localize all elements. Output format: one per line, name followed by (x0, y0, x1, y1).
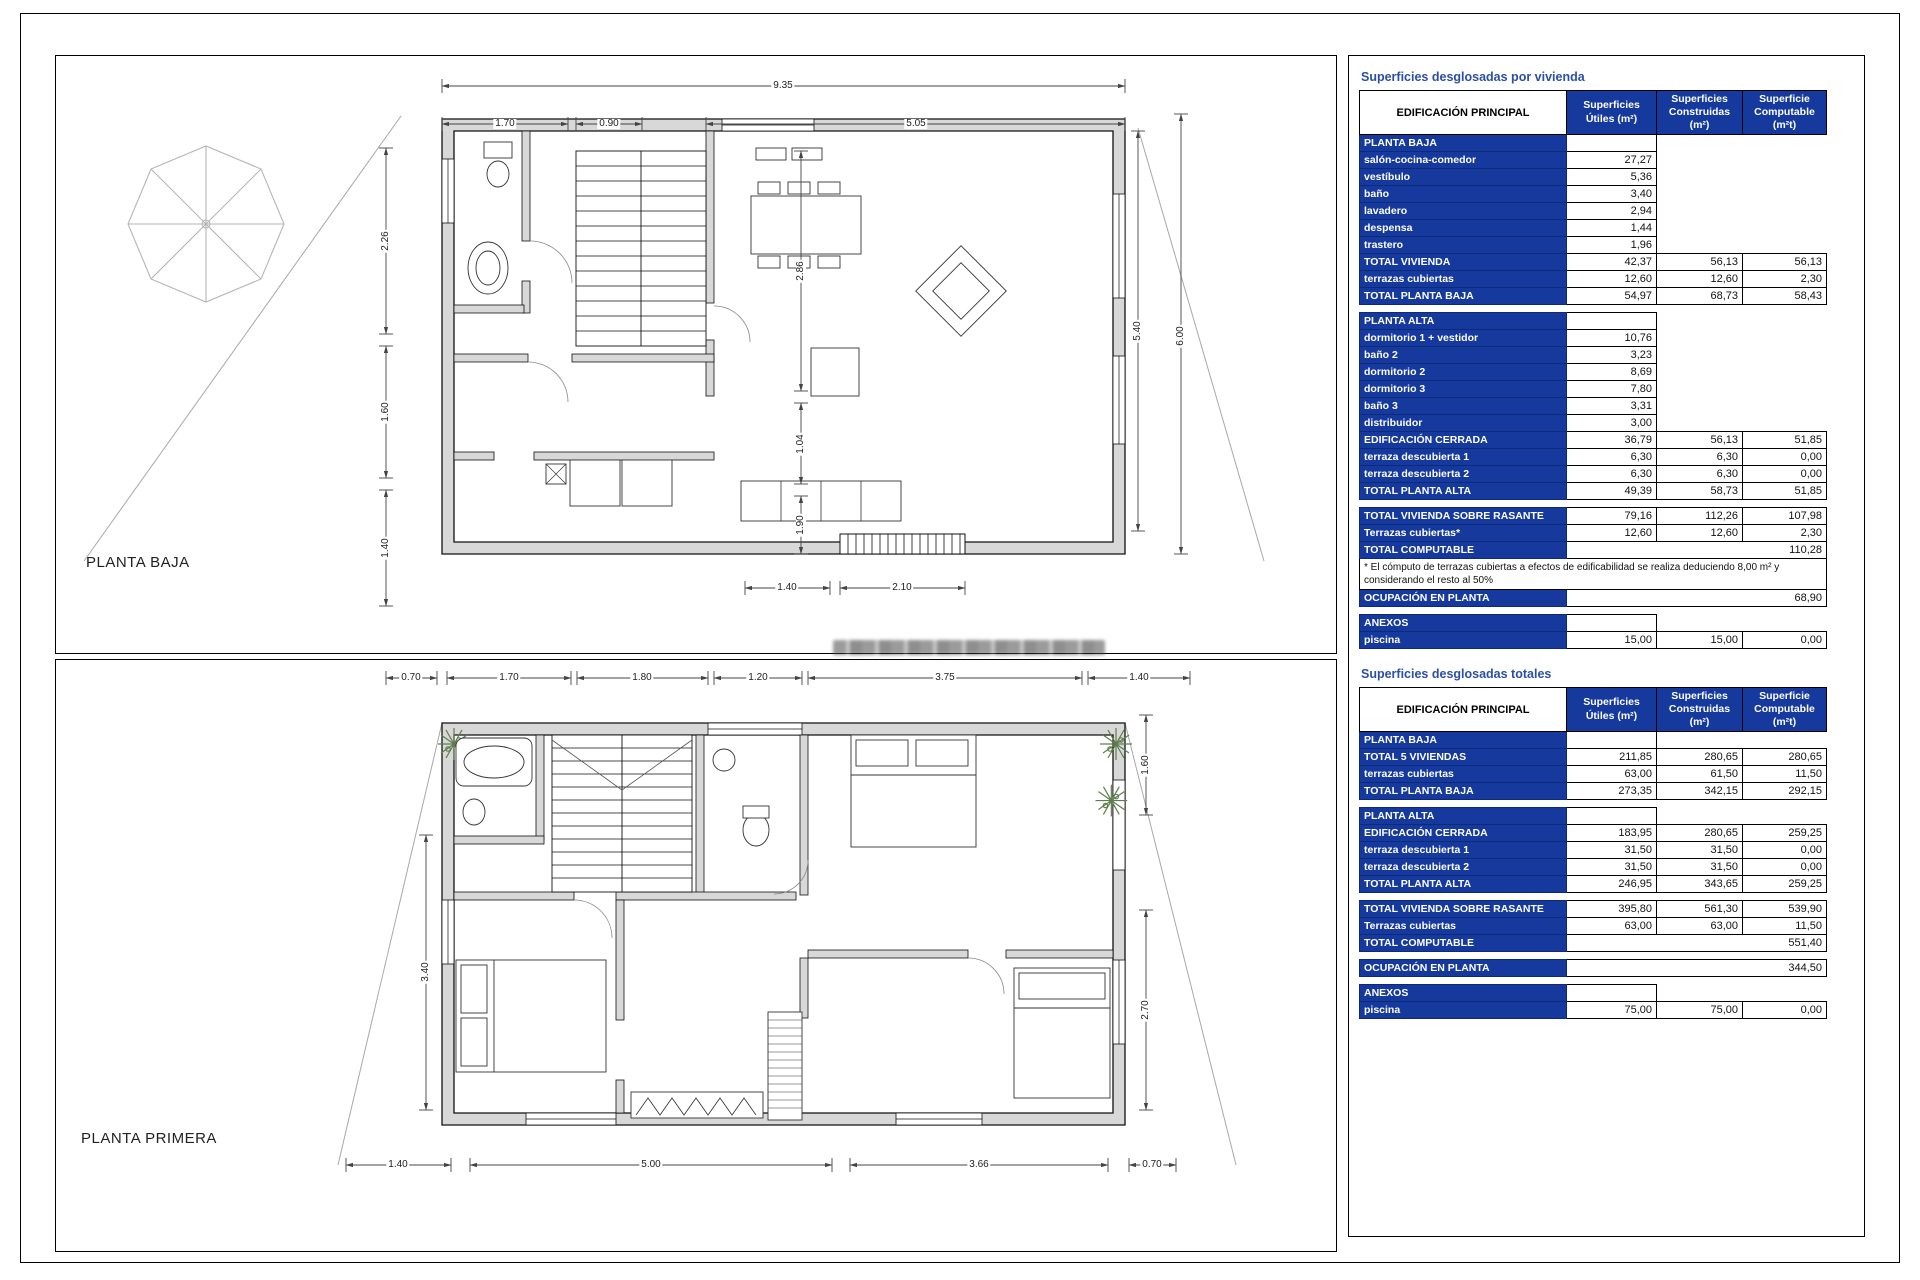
row-label: PLANTA BAJA (1360, 732, 1567, 749)
row-label: Terrazas cubiertas* (1360, 525, 1567, 542)
row-value (1743, 330, 1827, 347)
table-row (1360, 808, 1827, 825)
table-row (1360, 330, 1827, 347)
row-value: 2,30 (1743, 525, 1827, 542)
row-label: dormitorio 3 (1360, 381, 1567, 398)
bathroom-fixtures (468, 142, 512, 294)
row-value (1657, 381, 1743, 398)
table-row (1360, 859, 1827, 876)
dimension-label: 0.70 (401, 672, 421, 683)
row-value (1567, 615, 1657, 632)
row-label: EDIFICACIÓN CERRADA (1360, 825, 1567, 842)
table-row (1360, 607, 1827, 615)
row-label: TOTAL PLANTA BAJA (1360, 783, 1567, 800)
row-value: 112,26 (1657, 508, 1743, 525)
row-value (1657, 152, 1743, 169)
row-value (1657, 313, 1743, 330)
dimension-label: 3.75 (935, 672, 955, 683)
column-header: Superficies Útiles (m²) (1567, 91, 1657, 135)
table-row (1360, 305, 1827, 313)
row-value: 3,23 (1567, 347, 1657, 364)
row-value (1743, 203, 1827, 220)
row-value: 0,00 (1743, 466, 1827, 483)
table-row (1360, 364, 1827, 381)
row-value: 79,16 (1567, 508, 1657, 525)
row-value (1657, 169, 1743, 186)
row-value: 551,40 (1567, 935, 1827, 952)
column-header: Superficie Computable (m²t) (1743, 91, 1827, 135)
table-row (1360, 766, 1827, 783)
row-value: 1,44 (1567, 220, 1657, 237)
gap (1360, 952, 1827, 960)
table-row (1360, 432, 1827, 449)
table-row (1360, 876, 1827, 893)
row-label: TOTAL VIVIENDA SOBRE RASANTE (1360, 901, 1567, 918)
row-value: 36,79 (1567, 432, 1657, 449)
row-value (1657, 615, 1743, 632)
table-row (1360, 977, 1827, 985)
row-value: 56,13 (1657, 432, 1743, 449)
row-value: 292,15 (1743, 783, 1827, 800)
table-row (1360, 135, 1827, 152)
table-row (1360, 525, 1827, 542)
table-title: Superficies desglosadas totales (1361, 667, 1552, 681)
row-value: 11,50 (1743, 918, 1827, 935)
gap (1360, 500, 1827, 508)
row-label: salón-cocina-comedor (1360, 152, 1567, 169)
row-value: 280,65 (1657, 749, 1743, 766)
row-value: 63,00 (1657, 918, 1743, 935)
table-row (1360, 381, 1827, 398)
row-label: TOTAL PLANTA ALTA (1360, 876, 1567, 893)
dimension-label: 1.70 (495, 118, 515, 129)
dimension-label: 0.70 (1142, 1159, 1162, 1170)
dimension-label: 1.40 (380, 538, 391, 558)
row-value: 2,94 (1567, 203, 1657, 220)
row-value: 2,30 (1743, 271, 1827, 288)
row-label: terraza descubierta 2 (1360, 859, 1567, 876)
gap (1360, 305, 1827, 313)
row-value (1567, 313, 1657, 330)
dimension-label: 2.70 (1140, 1000, 1151, 1020)
row-value: 6,30 (1657, 449, 1743, 466)
row-value: 31,50 (1567, 859, 1657, 876)
gap (1360, 893, 1827, 901)
row-value: 63,00 (1567, 766, 1657, 783)
row-value (1743, 415, 1827, 432)
row-value (1657, 808, 1743, 825)
gap (1360, 607, 1827, 615)
dining-table (751, 148, 861, 268)
row-value: 31,50 (1657, 842, 1743, 859)
table-row (1360, 203, 1827, 220)
row-value: 10,76 (1567, 330, 1657, 347)
row-label: piscina (1360, 632, 1567, 649)
table-row (1360, 483, 1827, 500)
row-value: 280,65 (1657, 825, 1743, 842)
table-por-vivienda (1359, 70, 1854, 649)
column-header: EDIFICACIÓN PRINCIPAL (1360, 688, 1567, 732)
dimension-label: 1.60 (1140, 755, 1151, 775)
dimension-label: 2.26 (380, 231, 391, 251)
dimension-label: 2.86 (795, 261, 806, 281)
row-value (1743, 615, 1827, 632)
row-label: PLANTA ALTA (1360, 313, 1567, 330)
plan-label: PLANTA PRIMERA (81, 1130, 217, 1147)
row-value: 0,00 (1743, 1002, 1827, 1019)
table-row (1360, 783, 1827, 800)
table-row (1360, 237, 1827, 254)
table-row (1360, 559, 1827, 590)
row-value: 12,60 (1567, 525, 1657, 542)
area-tables-panel (1348, 55, 1865, 1237)
dimension-label: 1.40 (388, 1159, 408, 1170)
table-row (1360, 220, 1827, 237)
dimension-label: 9.35 (773, 80, 793, 91)
row-label: terrazas cubiertas (1360, 271, 1567, 288)
plan-label: PLANTA BAJA (86, 554, 190, 571)
row-value: 15,00 (1567, 632, 1657, 649)
plan-baja-panel (55, 55, 1337, 654)
dimension-label: 1.90 (795, 515, 806, 535)
dimension-label: 3.66 (969, 1159, 989, 1170)
sofa (741, 481, 901, 521)
row-value: 58,73 (1657, 483, 1743, 500)
column-header: Superficies Construidas (m²) (1657, 91, 1743, 135)
row-label: baño (1360, 186, 1567, 203)
table-row (1360, 415, 1827, 432)
table-row (1360, 508, 1827, 525)
row-value: 8,69 (1567, 364, 1657, 381)
row-label: trastero (1360, 237, 1567, 254)
row-value: 395,80 (1567, 901, 1657, 918)
row-value: 539,90 (1743, 901, 1827, 918)
entrance-steps (840, 534, 965, 554)
row-label: lavadero (1360, 203, 1567, 220)
row-value (1743, 186, 1827, 203)
dimension-label: 1.40 (1129, 672, 1149, 683)
row-value (1743, 220, 1827, 237)
row-label: vestíbulo (1360, 169, 1567, 186)
row-value: 107,98 (1743, 508, 1827, 525)
row-value: 68,90 (1567, 590, 1827, 607)
row-value (1743, 381, 1827, 398)
row-value: 51,85 (1743, 483, 1827, 500)
footnote: * El cómputo de terrazas cubiertas a efectos de edificabilidad se realiza deduciendo 8,00 m² y considerando el resto al 50% (1360, 559, 1827, 590)
table-header-row (1360, 91, 1827, 135)
row-value (1657, 237, 1743, 254)
row-value (1567, 808, 1657, 825)
row-value: 6,30 (1567, 466, 1657, 483)
row-value (1567, 732, 1657, 749)
row-label: OCUPACIÓN EN PLANTA (1360, 590, 1567, 607)
row-value: 0,00 (1743, 859, 1827, 876)
row-value (1743, 347, 1827, 364)
row-label: baño 2 (1360, 347, 1567, 364)
row-label: EDIFICACIÓN CERRADA (1360, 432, 1567, 449)
gap (1360, 977, 1827, 985)
table-row (1360, 800, 1827, 808)
column-header: Superficies Construidas (m²) (1657, 688, 1743, 732)
row-value: 1,96 (1567, 237, 1657, 254)
row-label: ANEXOS (1360, 985, 1567, 1002)
row-value: 75,00 (1657, 1002, 1743, 1019)
dimension-label: 3.40 (420, 962, 431, 982)
row-label: dormitorio 1 + vestidor (1360, 330, 1567, 347)
row-value: 561,30 (1657, 901, 1743, 918)
row-value: 6,30 (1657, 466, 1743, 483)
row-value (1743, 808, 1827, 825)
row-value (1657, 398, 1743, 415)
floor-plan-baja-drawing (56, 56, 1336, 653)
row-value: 54,97 (1567, 288, 1657, 305)
row-value (1567, 985, 1657, 1002)
row-value (1657, 732, 1743, 749)
row-value: 0,00 (1743, 842, 1827, 859)
row-value (1743, 398, 1827, 415)
table-row (1360, 1002, 1827, 1019)
table-row (1360, 615, 1827, 632)
table-row (1360, 893, 1827, 901)
row-value: 49,39 (1567, 483, 1657, 500)
dimension-label: 1.04 (795, 434, 806, 454)
row-value (1743, 985, 1827, 1002)
row-label: TOTAL VIVIENDA SOBRE RASANTE (1360, 508, 1567, 525)
row-value: 211,85 (1567, 749, 1657, 766)
table-row (1360, 313, 1827, 330)
row-label: terraza descubierta 2 (1360, 466, 1567, 483)
row-value: 31,50 (1567, 842, 1657, 859)
row-value (1743, 237, 1827, 254)
table-row (1360, 960, 1827, 977)
dimension-label: 5.05 (906, 118, 926, 129)
row-value: 42,37 (1567, 254, 1657, 271)
table-row (1360, 918, 1827, 935)
dimension-label: 1.80 (632, 672, 652, 683)
plan-primera-panel (55, 659, 1337, 1252)
row-value: 273,35 (1567, 783, 1657, 800)
table-row (1360, 590, 1827, 607)
row-value: 0,00 (1743, 632, 1827, 649)
row-value (1743, 732, 1827, 749)
row-label: OCUPACIÓN EN PLANTA (1360, 960, 1567, 977)
wardrobe (631, 1092, 763, 1118)
row-label: TOTAL PLANTA ALTA (1360, 483, 1567, 500)
table-row (1360, 169, 1827, 186)
dimension-label: 1.20 (748, 672, 768, 683)
row-value: 12,60 (1567, 271, 1657, 288)
armchair (916, 246, 1007, 337)
row-value: 56,13 (1657, 254, 1743, 271)
table-row (1360, 500, 1827, 508)
bed (456, 960, 606, 1072)
row-label: terrazas cubiertas (1360, 766, 1567, 783)
parasol-icon (128, 146, 284, 302)
table-row (1360, 542, 1827, 559)
row-value: 280,65 (1743, 749, 1827, 766)
stairs (576, 151, 706, 346)
column-header: Superficies Útiles (m²) (1567, 688, 1657, 732)
row-value: 3,31 (1567, 398, 1657, 415)
row-value: 246,95 (1567, 876, 1657, 893)
row-value: 259,25 (1743, 825, 1827, 842)
row-value: 15,00 (1657, 632, 1743, 649)
table-row (1360, 952, 1827, 960)
areas-table (1359, 687, 1827, 1019)
table-row (1360, 186, 1827, 203)
row-value (1657, 347, 1743, 364)
dimension-label: 1.70 (499, 672, 519, 683)
row-value: 344,50 (1567, 960, 1827, 977)
closet (768, 1012, 802, 1120)
table-row (1360, 398, 1827, 415)
table-row (1360, 935, 1827, 952)
table-row (1360, 842, 1827, 859)
row-value: 58,43 (1743, 288, 1827, 305)
table-title: Superficies desglosadas por vivienda (1361, 70, 1585, 84)
row-value (1657, 364, 1743, 381)
row-value: 31,50 (1657, 859, 1743, 876)
row-label: ANEXOS (1360, 615, 1567, 632)
row-label: PLANTA BAJA (1360, 135, 1567, 152)
row-value: 61,50 (1657, 766, 1743, 783)
bed (851, 735, 976, 847)
table-row (1360, 749, 1827, 766)
gap (1360, 800, 1827, 808)
row-value: 6,30 (1567, 449, 1657, 466)
row-value (1657, 415, 1743, 432)
table-row (1360, 347, 1827, 364)
row-value: 3,40 (1567, 186, 1657, 203)
row-label: TOTAL VIVIENDA (1360, 254, 1567, 271)
row-value: 343,65 (1657, 876, 1743, 893)
windows (442, 119, 1125, 444)
watermark-smudge (833, 640, 1105, 655)
row-label: PLANTA ALTA (1360, 808, 1567, 825)
table-row (1360, 732, 1827, 749)
row-value (1657, 985, 1743, 1002)
row-value: 27,27 (1567, 152, 1657, 169)
table-totales (1359, 667, 1854, 1019)
row-label: TOTAL COMPUTABLE (1360, 935, 1567, 952)
dimension-label: 0.90 (599, 118, 619, 129)
row-label: TOTAL COMPUTABLE (1360, 542, 1567, 559)
row-value: 75,00 (1567, 1002, 1657, 1019)
row-value (1657, 220, 1743, 237)
dimension-label: 2.10 (892, 582, 912, 593)
row-label: TOTAL PLANTA BAJA (1360, 288, 1567, 305)
row-value (1743, 135, 1827, 152)
table-row (1360, 466, 1827, 483)
table-row (1360, 985, 1827, 1002)
row-label: piscina (1360, 1002, 1567, 1019)
row-value: 110,28 (1567, 542, 1827, 559)
dimension-label: 6.00 (1175, 326, 1186, 346)
bed (1014, 968, 1110, 1098)
row-value: 56,13 (1743, 254, 1827, 271)
column-header: EDIFICACIÓN PRINCIPAL (1360, 91, 1567, 135)
row-label: dormitorio 2 (1360, 364, 1567, 381)
row-value (1657, 135, 1743, 152)
row-value (1657, 330, 1743, 347)
row-label: distribuidor (1360, 415, 1567, 432)
table-row (1360, 632, 1827, 649)
dimension-label: 1.60 (380, 402, 391, 422)
row-value: 3,00 (1567, 415, 1657, 432)
row-label: TOTAL 5 VIVIENDAS (1360, 749, 1567, 766)
table-row (1360, 152, 1827, 169)
row-value (1743, 313, 1827, 330)
row-value: 0,00 (1743, 449, 1827, 466)
row-value: 259,25 (1743, 876, 1827, 893)
areas-table (1359, 90, 1827, 649)
row-value (1743, 364, 1827, 381)
row-value: 68,73 (1657, 288, 1743, 305)
row-value: 7,80 (1567, 381, 1657, 398)
row-value: 183,95 (1567, 825, 1657, 842)
row-value: 51,85 (1743, 432, 1827, 449)
row-value (1657, 203, 1743, 220)
coffee-table (811, 348, 859, 396)
table-row (1360, 288, 1827, 305)
dimension-label: 5.40 (1132, 321, 1143, 341)
table-row (1360, 254, 1827, 271)
table-header-row (1360, 688, 1827, 732)
row-value (1567, 135, 1657, 152)
row-value: 11,50 (1743, 766, 1827, 783)
row-value: 63,00 (1567, 918, 1657, 935)
row-value: 12,60 (1657, 271, 1743, 288)
row-value (1743, 169, 1827, 186)
column-header: Superficie Computable (m²t) (1743, 688, 1827, 732)
table-row (1360, 825, 1827, 842)
dimension-label: 1.40 (777, 582, 797, 593)
row-value: 12,60 (1657, 525, 1743, 542)
row-label: Terrazas cubiertas (1360, 918, 1567, 935)
table-row (1360, 901, 1827, 918)
row-value: 5,36 (1567, 169, 1657, 186)
table-row (1360, 449, 1827, 466)
row-label: baño 3 (1360, 398, 1567, 415)
row-value: 342,15 (1657, 783, 1743, 800)
stairs (552, 735, 692, 892)
row-label: despensa (1360, 220, 1567, 237)
row-value (1657, 186, 1743, 203)
row-label: terraza descubierta 1 (1360, 449, 1567, 466)
row-value (1743, 152, 1827, 169)
row-label: terraza descubierta 1 (1360, 842, 1567, 859)
dimension-label: 5.00 (641, 1159, 661, 1170)
table-row (1360, 271, 1827, 288)
